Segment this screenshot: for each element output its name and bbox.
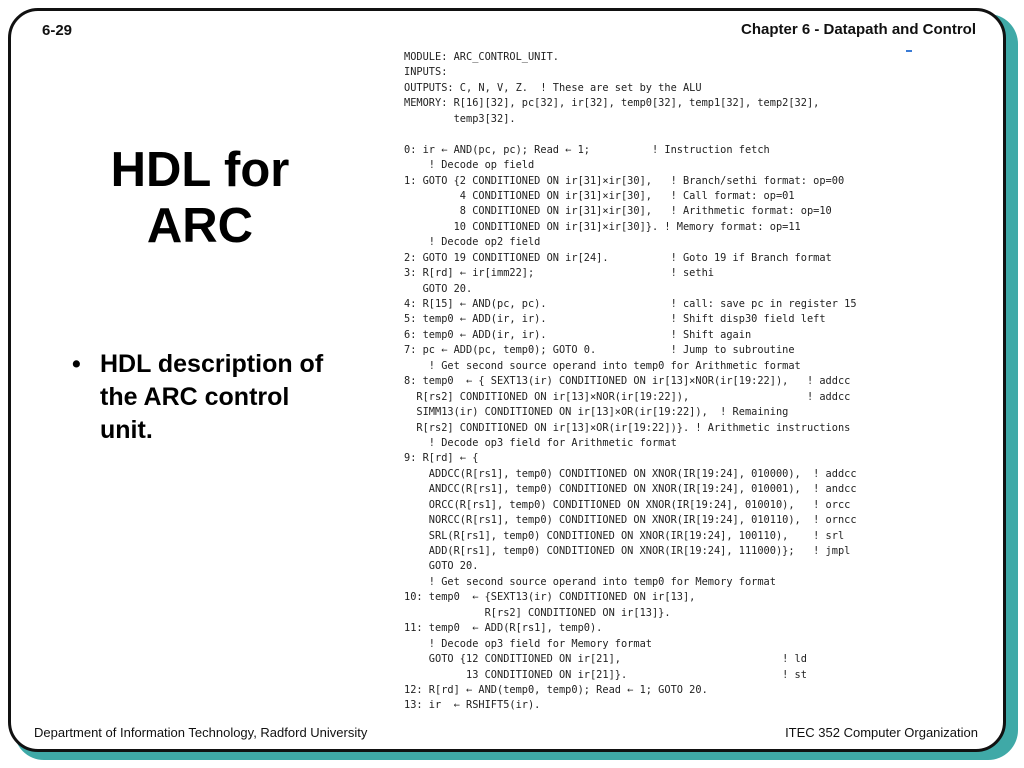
code-line: MODULE: ARC_CONTROL_UNIT. — [404, 51, 559, 63]
code-line: 3: R[rd] ← ir[imm22]; ! sethi — [404, 267, 714, 280]
code-line: INPUTS: — [404, 66, 448, 79]
bullet-item — [72, 348, 332, 447]
footer-department: Department of Information Technology, Radford University — [34, 725, 368, 740]
code-line: ! Decode op3 field for Arithmetic format — [404, 436, 677, 449]
code-line: temp3[32]. — [404, 112, 516, 125]
code-line — [404, 127, 924, 142]
code-line: 7: pc ← ADD(pc, temp0); GOTO 0. ! Jump to subroutine — [404, 344, 795, 357]
slide-number: 6-29 — [42, 22, 73, 39]
code-line: 2: GOTO 19 CONDITIONED ON ir[24]. ! Goto 19 if Branch format — [404, 251, 832, 264]
code-line: ORCC(R[rs1], temp0) CONDITIONED ON XNOR(IR[19:24], 010010), ! orcc — [404, 498, 851, 511]
slide-title-line-1: HDL for — [110, 143, 290, 197]
code-line: 4: R[15] ← AND(pc, pc). ! call: save pc in register 15 — [404, 298, 857, 310]
code-line: R[rs2] CONDITIONED ON ir[13]}. — [404, 606, 671, 619]
code-line: 5: temp0 ← ADD(ir, ir). ! Shift disp30 field left — [404, 313, 826, 326]
bullet-text: HDL description of the ARC control unit. — [100, 350, 324, 444]
slide-title — [80, 142, 320, 254]
code-line: SRL(R[rs1], temp0) CONDITIONED ON XNOR(IR[19:24], 100110), ! srl — [404, 529, 845, 542]
bullet-dot: • — [72, 350, 81, 378]
footer-course: ITEC 352 Computer Organization — [785, 725, 978, 740]
code-line: SIMM13(ir) CONDITIONED ON ir[13]×OR(ir[19:22]), ! Remaining — [404, 406, 789, 419]
code-line: GOTO {12 CONDITIONED ON ir[21], ! ld — [404, 653, 807, 666]
code-line: 11: temp0 ← ADD(R[rs1], temp0). — [404, 622, 603, 635]
code-line: 8 CONDITIONED ON ir[31]×ir[30], ! Arithmetic format: op=10 — [404, 205, 832, 218]
chapter-title: Chapter 6 - Datapath and Control — [740, 21, 976, 38]
code-line: ! Get second source operand into temp0 for Memory format — [404, 575, 776, 588]
code-line: ! Decode op3 field for Memory format — [404, 637, 652, 650]
code-line: OUTPUTS: C, N, V, Z. ! These are set by the ALU — [404, 81, 702, 94]
code-line: 1: GOTO {2 CONDITIONED ON ir[31]×ir[30], ! Branch/sethi format: op=00 — [404, 174, 845, 187]
code-line: ADD(R[rs1], temp0) CONDITIONED ON XNOR(IR[19:24], 111000)}; ! jmpl — [404, 545, 851, 557]
code-line: 6: temp0 ← ADD(ir, ir). ! Shift again — [404, 328, 752, 341]
code-line: 13: ir ← RSHIFT5(ir). — [404, 699, 541, 712]
code-line: 8: temp0 ← { SEXT13(ir) CONDITIONED ON ir[13]×NOR(ir[19:22]), ! addcc — [404, 375, 851, 388]
code-line: 10 CONDITIONED ON ir[31]×ir[30]}. ! Memory format: op=11 — [404, 220, 801, 233]
code-line: 12: R[rd] ← AND(temp0, temp0); Read ← 1; GOTO 20. — [404, 683, 708, 696]
hdl-code-listing — [404, 50, 924, 714]
code-line: 4 CONDITIONED ON ir[31]×ir[30], ! Call format: op=01 — [404, 189, 795, 202]
code-line: GOTO 20. — [404, 282, 473, 295]
code-line: NORCC(R[rs1], temp0) CONDITIONED ON XNOR(IR[19:24], 010110), ! orncc — [404, 514, 857, 527]
code-line: ANDCC(R[rs1], temp0) CONDITIONED ON XNOR(IR[19:24], 010001), ! andcc — [404, 483, 857, 496]
code-line: ! Decode op field — [404, 159, 535, 172]
code-line: R[rs2] CONDITIONED ON ir[13]×OR(ir[19:22])}. ! Arithmetic instructions — [404, 421, 851, 434]
code-line: MEMORY: R[16][32], pc[32], ir[32], temp0[32], temp1[32], temp2[32], — [404, 97, 820, 110]
code-line: ADDCC(R[rs1], temp0) CONDITIONED ON XNOR(IR[19:24], 010000), ! addcc — [404, 467, 857, 480]
code-line: 0: ir ← AND(pc, pc); Read ← 1; ! Instruction fetch — [404, 143, 770, 156]
code-line: ! Get second source operand into temp0 for Arithmetic format — [404, 359, 801, 372]
code-line: 10: temp0 ← {SEXT13(ir) CONDITIONED ON ir[13], — [404, 591, 696, 604]
code-line: ! Decode op2 field — [404, 236, 541, 249]
code-line: GOTO 20. — [404, 560, 479, 573]
slide-title-line-2: ARC — [146, 199, 254, 253]
code-line: 9: R[rd] ← { — [404, 452, 479, 465]
code-line: R[rs2] CONDITIONED ON ir[13]×NOR(ir[19:22]), ! addcc — [404, 390, 851, 403]
code-line: 13 CONDITIONED ON ir[21]}. ! st — [404, 668, 807, 681]
